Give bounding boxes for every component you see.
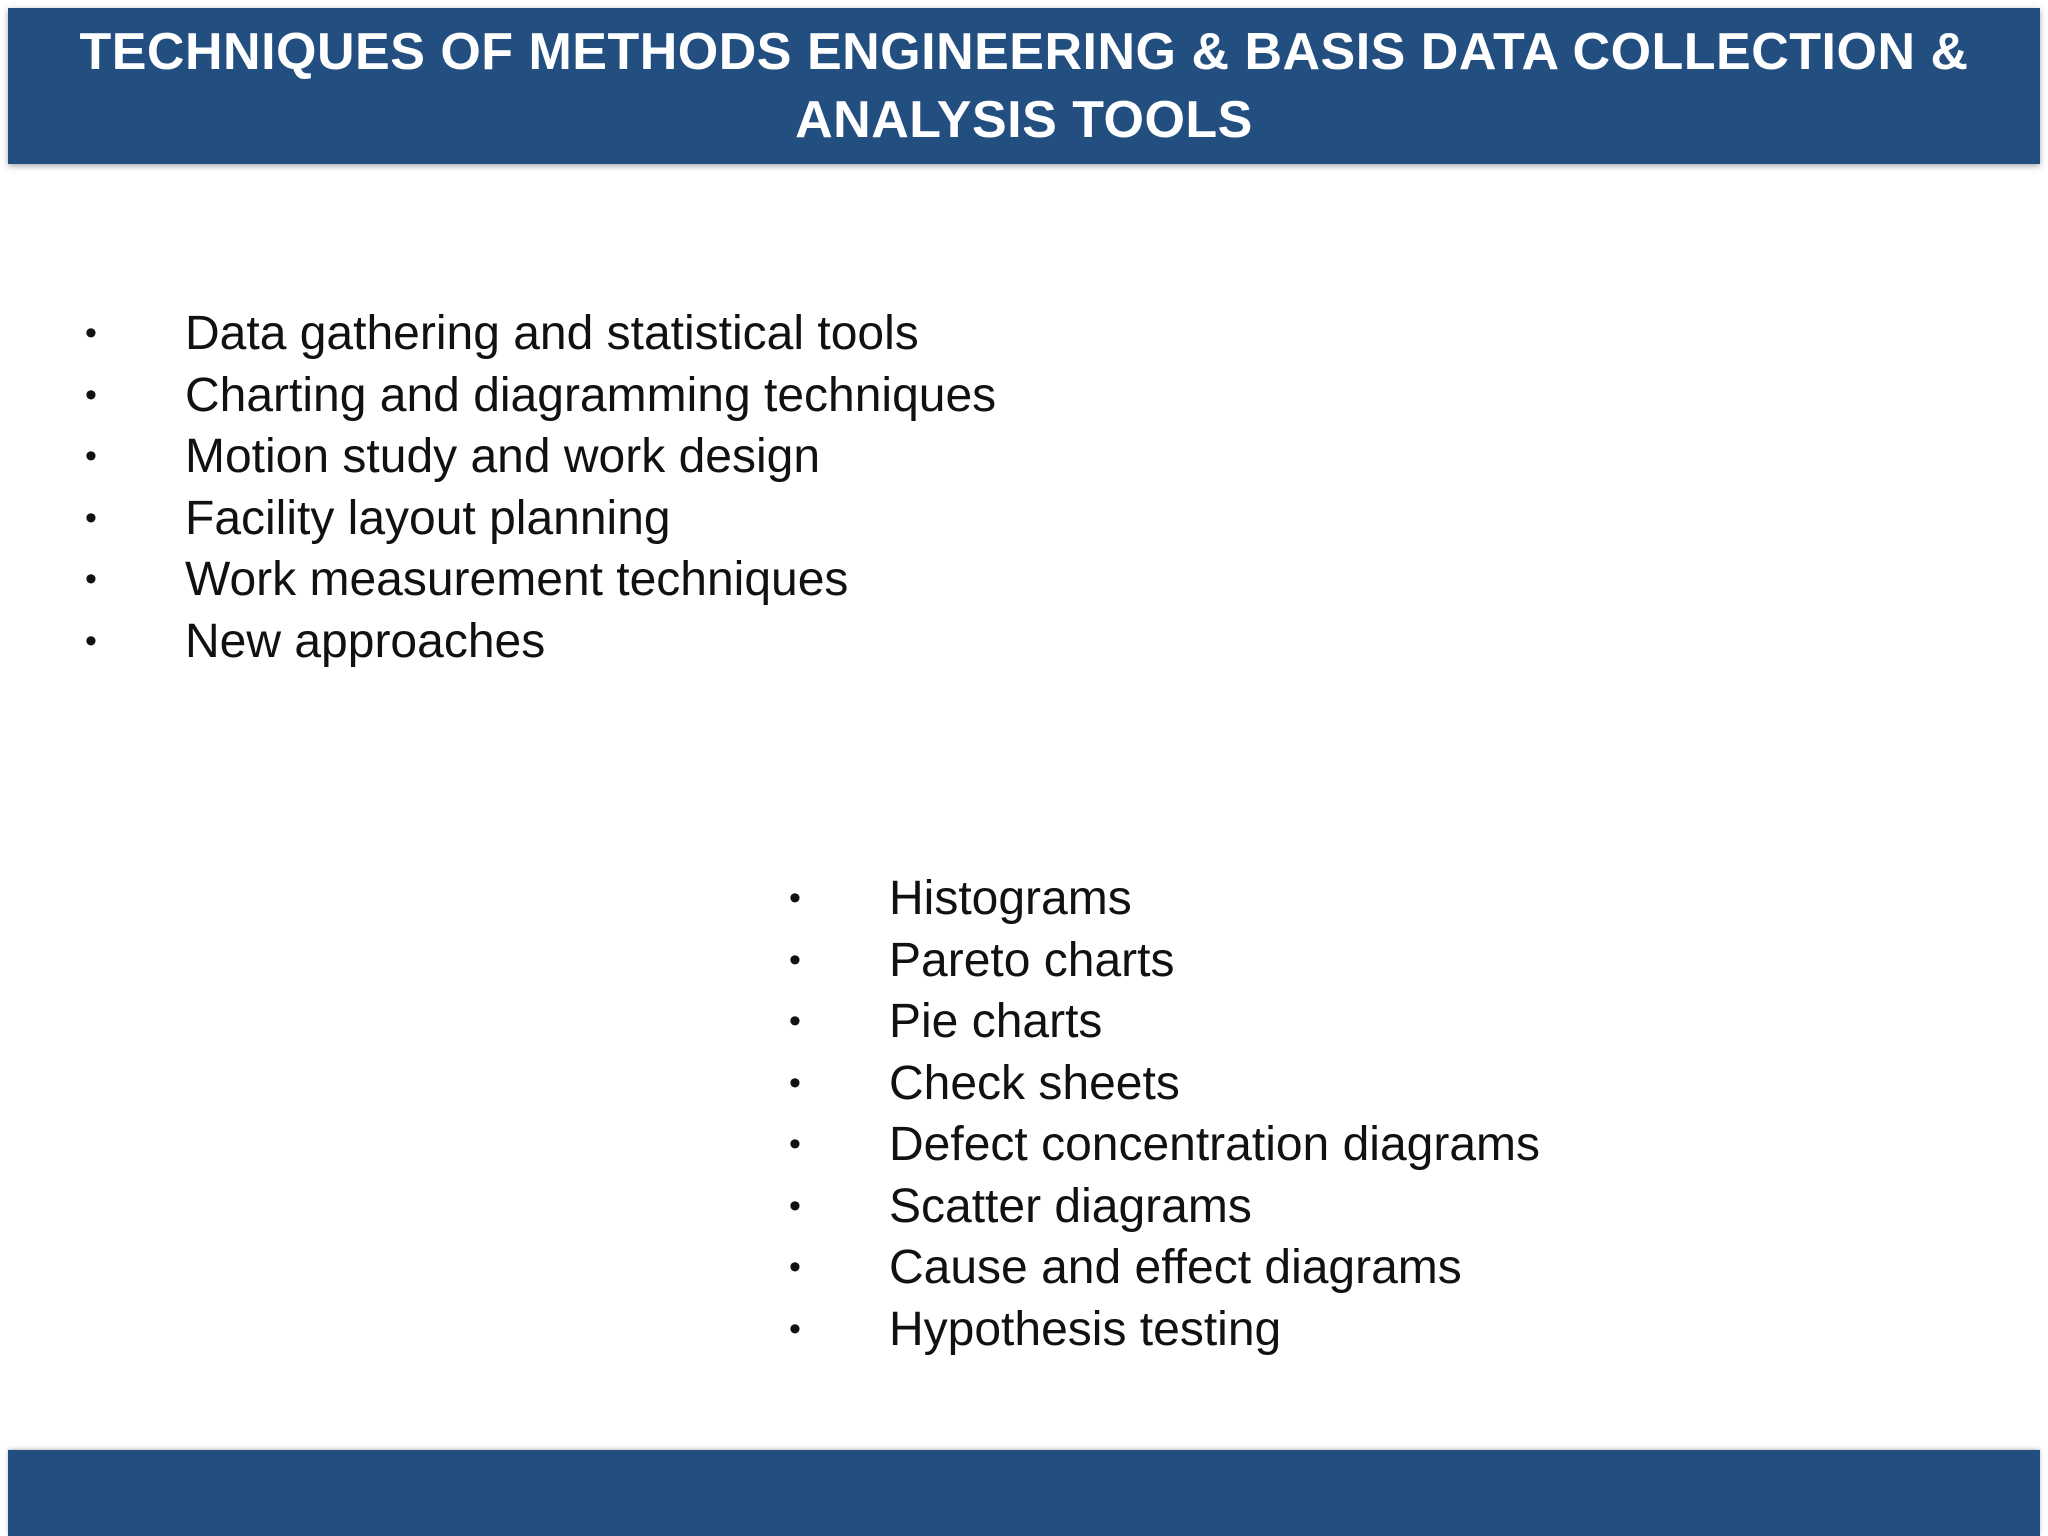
list-item-text: Facility layout planning [185, 491, 671, 545]
list-item-text: Histograms [889, 872, 1132, 925]
slide-title: TECHNIQUES OF METHODS ENGINEERING & BASIS DATA COLLECTION & ANALYSIS TOOLS [79, 23, 1969, 149]
list-item-text: Check sheets [889, 1056, 1180, 1110]
bullet-icon: • [85, 498, 97, 537]
list-item-text: Charting and diagramming techniques [185, 368, 997, 422]
list-item-text: New approaches [185, 614, 546, 668]
bullet-icon: • [789, 1063, 801, 1102]
list-item-text: Scatter diagrams [889, 1179, 1252, 1233]
bullet-icon: • [789, 1309, 801, 1348]
list-item-text: Defect concentration diagrams [889, 1118, 1540, 1171]
bullet-icon: • [85, 375, 97, 414]
bullet-icon: • [85, 621, 97, 660]
bullet-icon: • [789, 940, 801, 979]
bullet-icon: • [789, 1248, 801, 1286]
bullet-icon: • [85, 314, 97, 352]
list-item-text: Data gathering and statistical tools [185, 307, 919, 360]
list-item-text: Pareto charts [889, 933, 1175, 987]
list-item-text: Pie charts [889, 995, 1103, 1048]
list-item-text: Work measurement techniques [185, 553, 849, 606]
bullet-icon: • [85, 560, 97, 598]
bullet-icon: • [789, 1186, 801, 1225]
list-item-text: Cause and effect diagrams [889, 1241, 1462, 1294]
title-banner [8, 8, 2040, 164]
bullet-icon: • [789, 1002, 801, 1040]
bullet-icon: • [85, 437, 97, 475]
footer-banner [8, 1450, 2040, 1536]
bullet-icon: • [789, 879, 801, 917]
list-item-text: Hypothesis testing [889, 1302, 1282, 1356]
list-item-text: Motion study and work design [185, 430, 821, 483]
bullet-icon: • [789, 1125, 801, 1163]
